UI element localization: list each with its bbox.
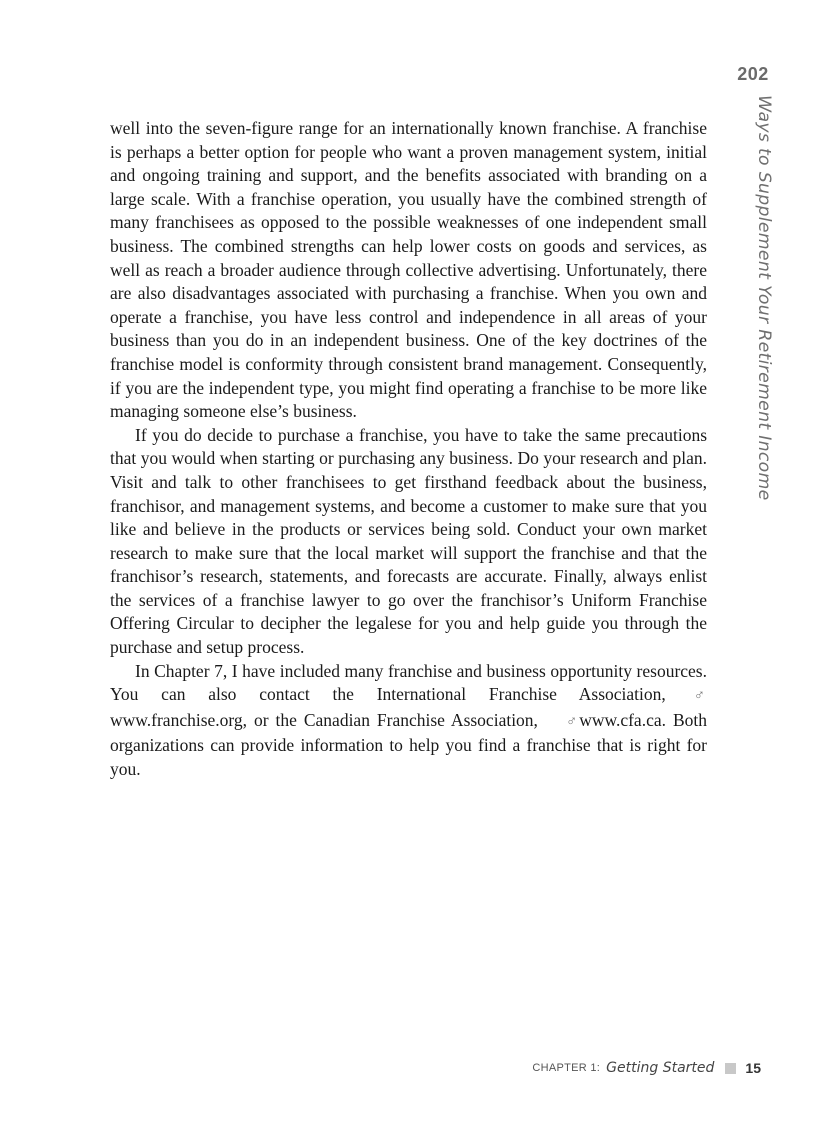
page-footer — [480, 1058, 761, 1078]
paragraph-3 — [110, 660, 707, 782]
chapter-label: CHAPTER 1: — [532, 1062, 601, 1074]
paragraph-1: well into the seven-figure range for an internationally known franchise. A franchise is perhaps a better option for people who want a proven management system, initial and ongoing training and support, and the benefits associated with branding on a large scale. With a franchise operation, you usually have the combined strength of many franchisees as opposed to the possible weaknesses of one independent small business. The combined strengths can help lower costs on goods and services, as well as reach a broader audience through collective advertising. Unfortunately, there are also disadvantages associated with purchasing a franchise. When you own and operate a franchise, you have less control and independence in all areas of your business than you do in an independent business. One of the key doctrines of the franchise model is conformity through consistent brand management. Consequently, if you are the independent type, you might find operating a franchise to be more like managing someone else’s business. — [110, 118, 707, 422]
book-side-title: Ways to Supplement Your Retirement Income — [754, 95, 774, 501]
paragraph-3-text-middle: , or the Canadian Franchise Association, — [242, 709, 538, 730]
paragraph-2: If you do decide to purchase a franchise, you have to take the same precautions that you would when starting or purchasing any business. Do your research and plan. Visit and talk to other franchisees to get firsthand feedback about the business, franchisor, and management systems, and become a customer to make sure that you like and believe in the products or services being sold. Conduct your own market research to make sure that the local market will support the franchise and that the franchisor’s research, statements, and forecasts are accurate. Finally, always enlist the services of a franchise lawyer to go over the franchisor’s Uniform Franchise Offering Circular to decipher the legalese for you and help guide you through the purchase and setup process. — [110, 424, 707, 658]
paragraph-3-text-start: In Chapter 7, I have included many franchise and business opportunity resources. You can also contact the International Franchise Association, — [110, 660, 707, 705]
square-icon — [725, 1063, 736, 1074]
page-number: 15 — [745, 1060, 761, 1076]
web-link-icon: ♂ — [565, 713, 578, 730]
cfa-link[interactable]: www.cfa.ca — [579, 709, 662, 730]
chapter-title: Getting Started — [606, 1060, 715, 1076]
web-link-icon: ♂ — [693, 688, 705, 705]
paragraph-3-text-end: . Both organizations can provide information to help you find a franchise that is right for you. — [110, 709, 707, 780]
book-page-number: 202 — [737, 64, 769, 84]
franchise-org-link[interactable]: www.franchise.org — [110, 709, 243, 730]
body-text — [110, 117, 707, 782]
